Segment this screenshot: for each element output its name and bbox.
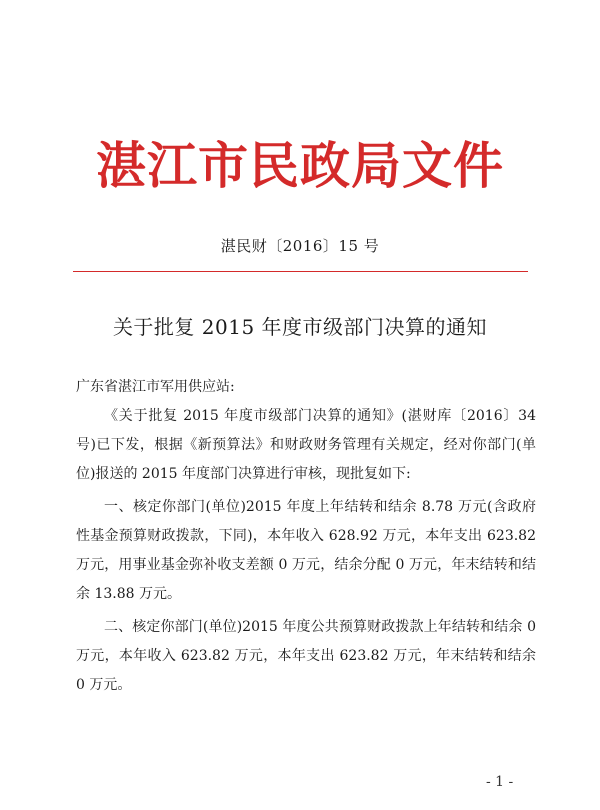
header-divider xyxy=(73,271,528,272)
notice-title: 关于批复 2015 年度市级部门决算的通知 xyxy=(112,315,488,339)
issuer-header-title: 湛江市民政局文件 xyxy=(96,137,504,195)
body-paragraph-3: 二、核定你部门(单位)2015 年度公共预算财政拨款上年结转和结余 0 万元，本年收入 623.82 万元，本年支出 623.82 万元，年末结转和结余 0 万元。 xyxy=(76,619,536,693)
body-paragraph-1: 《关于批复 2015 年度市级部门决算的通知》(湛财库〔2016〕34 号)已下发，根据《新预算法》和财政财务管理有关规定，经对你部门(单位)报送的 2015 年度部门决算进行审核，现批复如下: xyxy=(76,408,536,482)
body-paragraph-2: 一、核定你部门(单位)2015 年度上年结转和结余 8.78 万元(含政府性基金预算财政拨款，下同)，本年收入 628.92 万元，本年支出 623.82 万元，用事业基金弥补收支差额 0 万元，结余分配 0 万元，年末结转和结余 13.88 万元。 xyxy=(76,499,536,602)
page-number: - 1 - xyxy=(486,774,514,790)
document-number: 湛民财〔2016〕15 号 xyxy=(220,237,380,255)
salutation: 广东省湛江市军用供应站: xyxy=(76,379,235,395)
notice-body xyxy=(76,373,536,700)
